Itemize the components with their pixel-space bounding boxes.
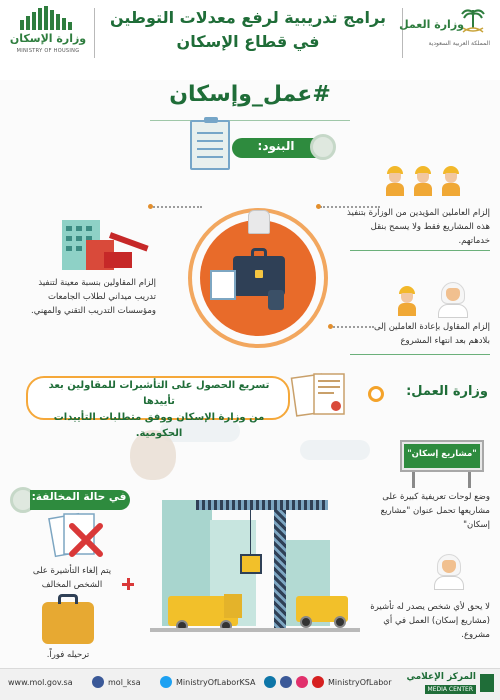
crane-icon [274,510,286,630]
plus-icon [122,578,134,590]
violation-title: في حالة المخالفة: [31,491,127,503]
wheel [300,616,312,628]
connector-dot [148,204,153,209]
twitter-icon [160,676,172,688]
header-divider-right [402,8,403,58]
crane-jib [196,500,328,510]
media-center-ar: المركز الإعلامي [406,672,476,682]
linkedin-icon [264,676,276,688]
project-sign-text: "مشاريع إسكان" [407,449,477,459]
labor-text-line1: تسريع الحصول على التأشيرات للمقاولين بعد تأييدها [48,380,270,407]
violation-item-1: يتم إلغاء التأشيرة على الشخص المخالف [32,566,112,590]
clauses-bullet-icon [310,134,336,160]
crane-cable [250,510,251,554]
labor-logo-sub: المملكة العربية السعودية [428,40,490,47]
ground-line [150,628,360,632]
luggage-icon [42,602,94,644]
cancel-x-icon [66,520,106,560]
violation-item-2: ترحيله فوراً. [46,650,90,660]
media-center-icon [480,674,494,692]
divider-line [350,354,490,355]
worker-icon [442,166,460,196]
housing-logo-ar: وزارة الإسكان [9,32,87,45]
clauses-title: البنود: [257,139,295,153]
visa-note: لا يحق لأي شخص يصدر له تأشيرة (مشاريع إسكان) العمل في أي مشروع. [370,602,490,640]
labor-bullet-icon [368,386,384,402]
sign-description: وضع لوحات تعريفية كبيرة على مشاريعها تحمل عنوان "مشاريع إسكان" [380,492,490,530]
title-line1: برامج تدريبية لرفع معدلات التوطين [110,8,386,27]
hashtag-title: #عمل_وإسكان [169,82,331,107]
crane-bucket-icon [240,554,262,574]
labor-info-text [34,378,284,442]
connector-top-left [150,206,202,208]
header-divider-left [94,8,95,58]
connector-dot [316,204,321,209]
saudi-man-icon [438,282,468,318]
ministry-of-labor-logo [399,6,494,62]
clause-item-1: إلزام العاملين المؤيدين من الوزارة بتنفيذ هذه المشاريع فقط ولا يسمح بنقل خدماتهم. [347,208,490,246]
handshake-icon [268,290,284,310]
worker-icon [386,166,404,196]
labor-text-line2: من وزارة الإسكان ووفق متطلبات التأييدات الحكومية. [53,412,265,439]
media-center-logo [406,670,494,698]
hashtag-underline [150,120,350,121]
footer-handle-2[interactable]: MinistryOfLaborKSA [176,678,256,687]
excavator-body [104,252,132,268]
clause-item-2: إلزام المقاول بإعادة العاملين إلى بلادهم بعد انتهاء المشروع [373,322,490,346]
connector-dot [328,324,333,329]
title-line2: في قطاع الإسكان [176,32,320,51]
saudi-man-icon [434,554,464,590]
wheel [334,616,346,628]
skyline-icon [18,6,80,30]
cloud-decor [300,440,370,460]
clause-item-3: إلزام المقاولين بنسبة معينة لتنفيذ تدريب ميداني لطلاب الجامعات ومؤسسات التدريب التقني والمهني. [31,278,156,316]
labor-logo-ar: وزارة العمل [399,18,464,31]
footer-handle-3[interactable]: MinistryOfLabor [328,678,392,687]
excavator-icon [109,232,149,251]
media-center-en: MEDIA CENTER [425,685,476,694]
divider-line [350,250,490,251]
instagram-icon [296,676,308,688]
facebook-icon [280,676,292,688]
housing-logo-en: MINISTRY OF HOUSING [16,48,80,54]
page-title [98,6,398,54]
footer-handle-1[interactable]: mol_ksa [108,678,141,687]
worker-icon [414,166,432,196]
sign-pole [468,472,471,488]
document-icon [210,270,236,300]
sign-pole [412,472,415,488]
clipboard-icon [190,120,230,170]
header [0,0,500,80]
footer-website-link[interactable]: www.mol.gov.sa [8,678,73,687]
hand-icon [248,210,270,234]
documents-icon [290,370,358,420]
worker-icon [398,286,416,316]
youtube-icon [312,676,324,688]
ministry-of-housing-logo [8,6,88,56]
labor-section-title: وزارة العمل: [406,384,488,399]
social-icon [92,676,104,688]
